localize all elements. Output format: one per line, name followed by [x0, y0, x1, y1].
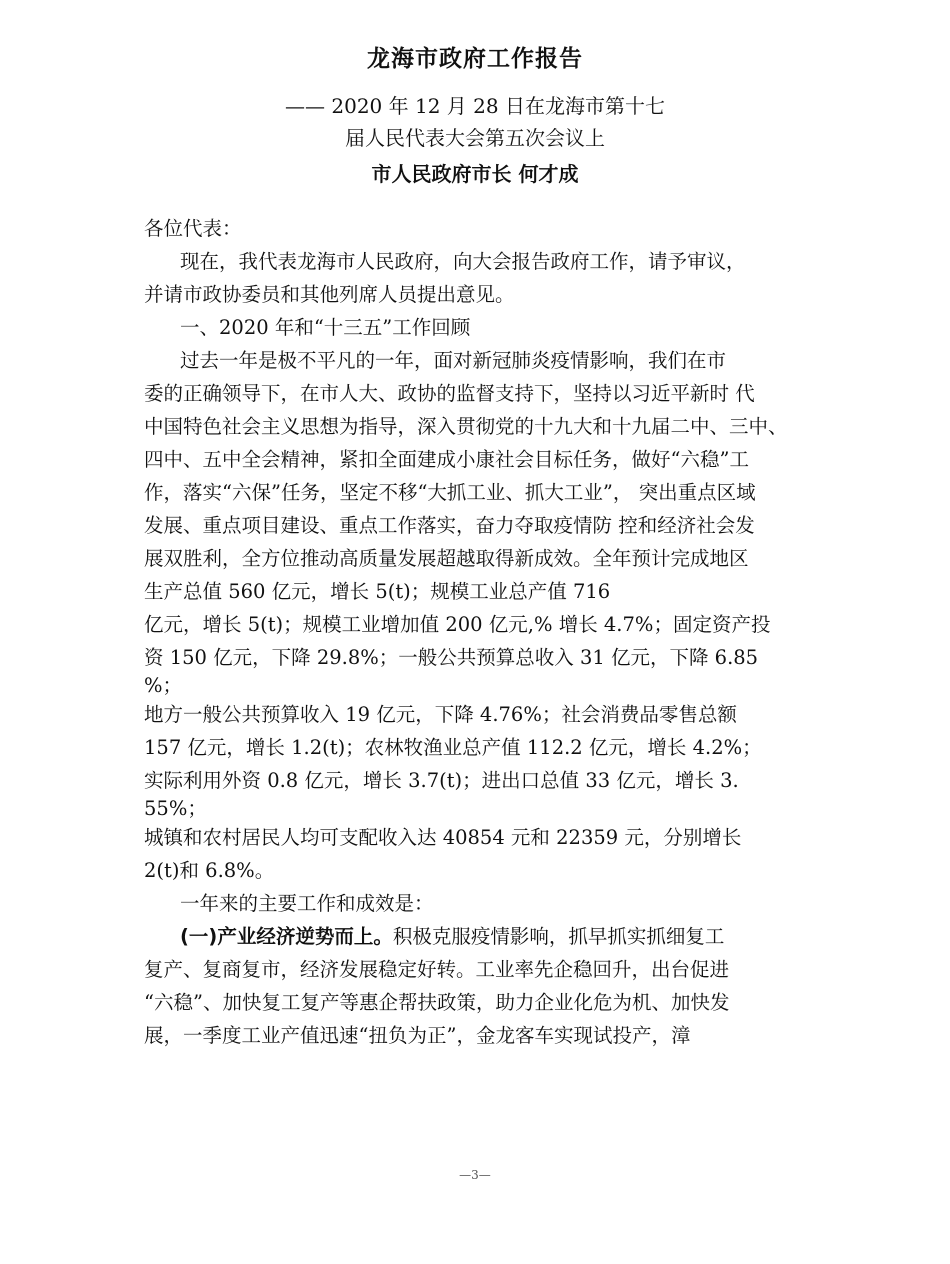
- section1-first-line: [144, 920, 844, 953]
- body-line: 四中、五中全会精神，紧扣全面建成小康社会目标任务，做好“六稳”工: [144, 448, 749, 471]
- body-line: 中国特色社会主义思想为指导，深入贯彻党的十九大和十九届二中、三中、: [144, 415, 788, 438]
- body-line: 157 亿元，增长 1.2(t)；农林牧渔业总产值 112.2 亿元，增长 4.2%；: [144, 736, 762, 759]
- body-line: 复产、复商复市，经济发展稳定好转。工业率先企稳回升，出台促进: [144, 958, 730, 981]
- body-line: 55%；: [144, 797, 207, 820]
- subtitle-line-1: —— 2020 年 12 月 28 日在龙海市第十七: [285, 94, 665, 118]
- body-line: 亿元，增长 5(t)；规模工业增加值 200 亿元,% 增长 4.7%；固定资产投: [144, 613, 771, 636]
- body-line: 一年来的主要工作和成效是：: [180, 892, 434, 915]
- body-line: 实际利用外资 0.8 亿元，增长 3.7(t)；进出口总值 33 亿元，增长 3.: [144, 769, 739, 792]
- body-line: 地方一般公共预算收入 19 亿元，下降 4.76%；社会消费品零售总额: [144, 703, 737, 726]
- body-line: 发展、重点项目建设、重点工作落实，奋力夺取疫情防 控和经济社会发: [144, 514, 755, 537]
- report-body: [144, 212, 844, 1052]
- body-line: 展，一季度工业产值迅速“扭负为正”，金龙客车实现试投产，漳: [144, 1024, 691, 1047]
- page-number: —3—: [459, 1168, 491, 1182]
- body-line: 过去一年是极不平凡的一年，面对新冠肺炎疫情影响，我们在市: [180, 349, 727, 372]
- body-line: 现在，我代表龙海市人民政府，向大会报告政府工作，请予审议，: [180, 250, 746, 273]
- body-line: 作，落实“六保”任务，坚定不移“大抓工业、抓大工业”， 突出重点区域: [144, 481, 756, 504]
- body-line: 2(t)和 6.8%。: [144, 859, 275, 882]
- section1-lead-text: 积极克服疫情影响，抓早抓实抓细复工: [392, 925, 725, 948]
- body-line: 城镇和农村居民人均可支配收入达 40854 元和 22359 元，分别增长: [144, 826, 742, 849]
- body-line: 并请市政协委员和其他列席人员提出意见。: [144, 283, 515, 306]
- salutation: 各位代表：: [144, 217, 242, 240]
- section1-heading: (一)产业经济逆势而上。: [180, 925, 393, 948]
- body-line: 生产总值 560 亿元，增长 5(t)；规模工业总产值 716: [144, 580, 611, 603]
- author-line: 市人民政府市长 何才成: [371, 162, 579, 186]
- body-line: 展双胜利，全方位推动高质量发展超越取得新成效。全年预计完成地区: [144, 547, 749, 570]
- section-heading: 一、2020 年和“十三五”工作回顾: [180, 316, 471, 339]
- body-line: 资 150 亿元，下降 29.8%；一般公共预算总收入 31 亿元，下降 6.85: [144, 646, 759, 669]
- subtitle-line-2: 届人民代表大会第五次会议上: [345, 126, 605, 150]
- document-title: 龙海市政府工作报告: [367, 46, 583, 72]
- body-line: 委的正确领导下，在市人大、政协的监督支持下，坚持以习近平新时 代: [144, 382, 755, 405]
- body-line: “六稳”、加快复工复产等惠企帮扶政策，助力企业化危为机、加快发: [144, 991, 730, 1014]
- body-line: %；: [144, 674, 183, 697]
